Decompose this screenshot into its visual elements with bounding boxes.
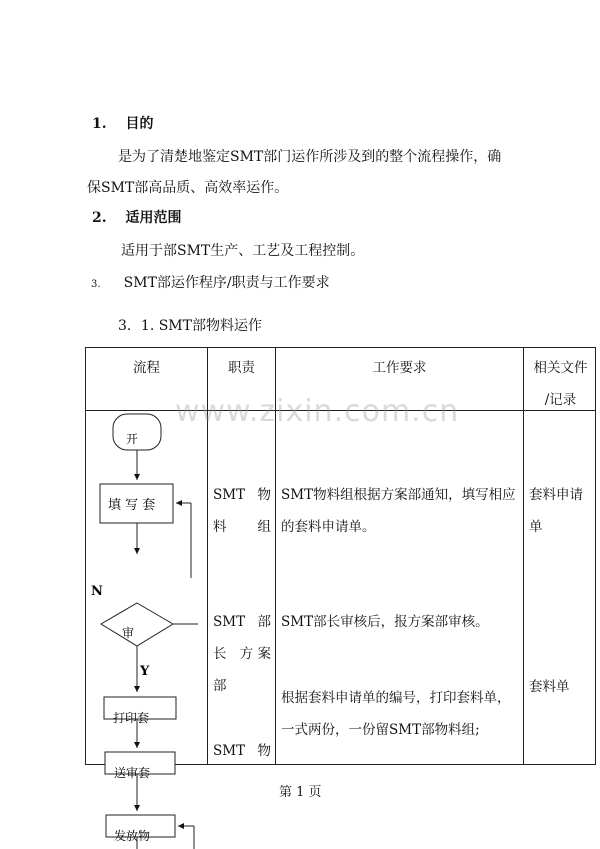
section-2-number: 2. <box>92 210 107 226</box>
flow-issue-label: 发放物 <box>114 829 151 843</box>
flow-send-label: 送审套 <box>114 766 151 780</box>
flow-fill-label: 填 写 套 <box>108 498 156 513</box>
section-3-number: 3. <box>91 279 101 290</box>
row3-duty: SMT 物 <box>213 743 271 759</box>
header-duty: 职责 <box>228 360 255 376</box>
section-2-body: 适用于部SMT生产、工艺及工程控制。 <box>121 243 365 259</box>
row1-requirement: SMT物料组根据方案部通知，填写相应的套料申请单。 <box>281 487 516 535</box>
flow-yes-label: Y <box>140 664 150 679</box>
header-flow: 流程 <box>133 360 160 376</box>
section-2-title: 适用范围 <box>125 210 182 226</box>
section-1-body-line2: 保SMT部高品质、高效率运作。 <box>87 180 289 196</box>
header-requirement: 工作要求 <box>372 360 427 376</box>
flow-start-label: 开 <box>126 432 139 446</box>
header-docs-line2: /记录 <box>544 392 577 408</box>
section-3-1-heading: 3．1. SMT部物料运作 <box>118 318 262 334</box>
flow-review-diamond <box>101 603 173 646</box>
row2-requirement: SMT部长审核后，报方案部审核。 <box>281 614 489 630</box>
row3-docs: 套料单 <box>529 679 570 695</box>
flow-no-label: N <box>91 584 103 599</box>
watermark: www.zixin.com.cn <box>175 394 460 429</box>
header-docs-line1: 相关文件 <box>533 360 588 376</box>
row1-duty: SMT 物料组 <box>213 487 271 535</box>
row2-duty: SMT 部长 方案部 <box>213 614 271 694</box>
section-1-number: 1. <box>92 116 107 132</box>
section-1-title: 目的 <box>125 116 154 132</box>
row1-docs: 套料申请单 <box>529 487 583 535</box>
flow-print-label: 打印套 <box>113 711 150 725</box>
flow-review-label: 审 <box>122 626 135 640</box>
page-footer: 第 1 页 <box>275 781 326 800</box>
section-1-body-line1: 是为了清楚地鉴定SMT部门运作所涉及到的整个流程操作，确 <box>118 149 502 165</box>
row3-requirement: 根据套料申请单的编号，打印套料单，一式两份，一份留SMT部物料组; <box>281 690 511 738</box>
section-3-title: SMT部运作程序/职责与工作要求 <box>123 275 330 291</box>
